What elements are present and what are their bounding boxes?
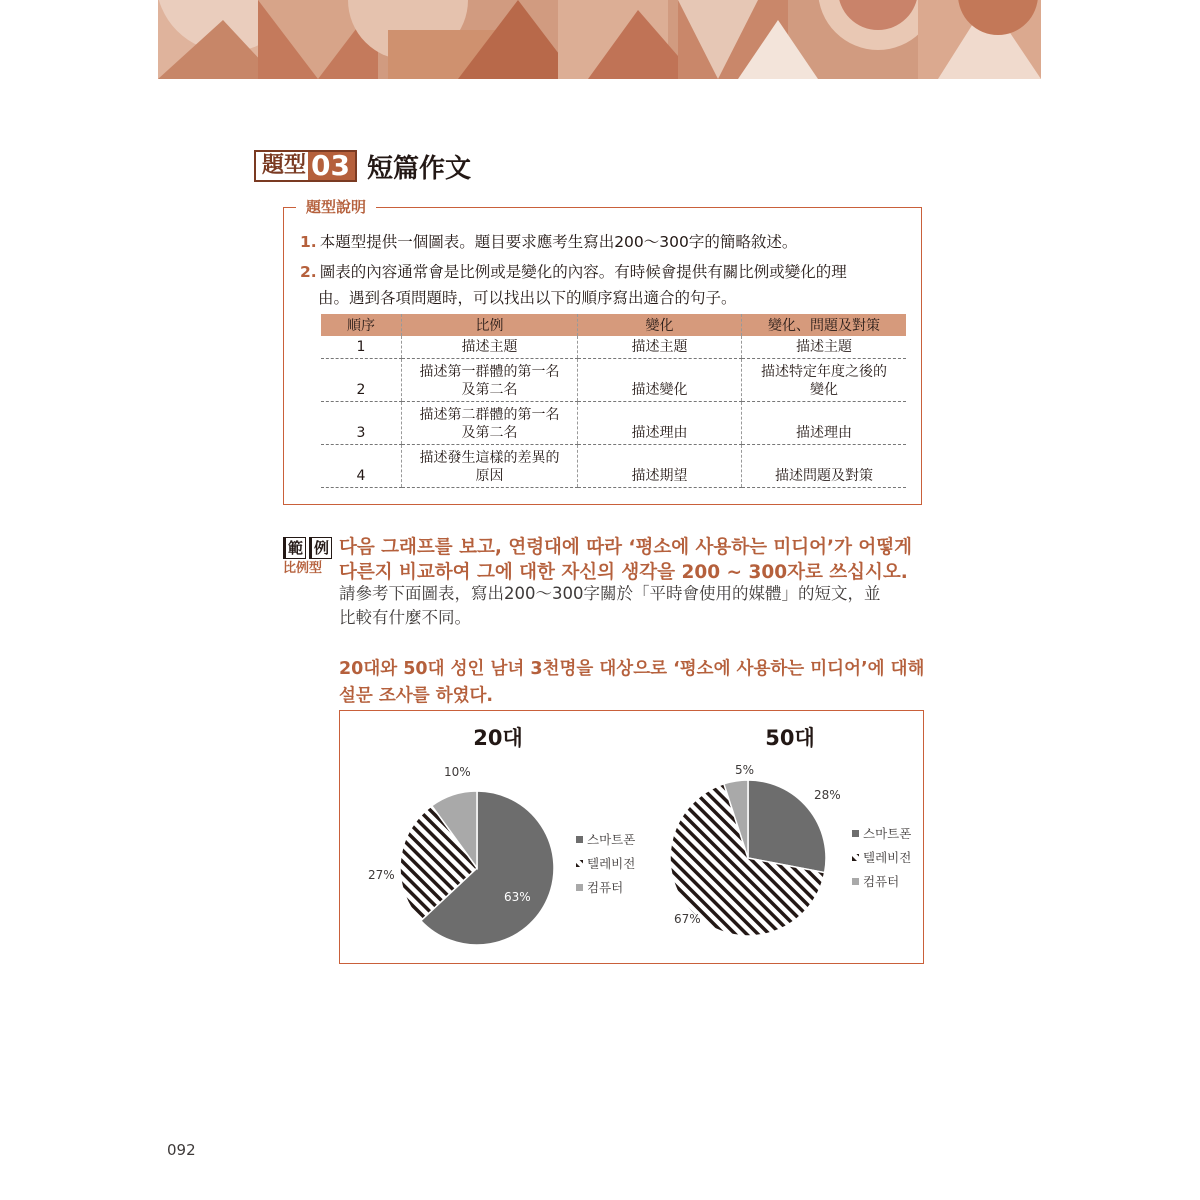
example-subtag: 比例型 — [283, 561, 329, 577]
example-tag — [283, 537, 329, 577]
example-tag-char-1: 範 — [283, 537, 306, 559]
data-label: 10% — [444, 765, 471, 779]
cell-ratio: 描述主題 — [402, 336, 578, 359]
cell-change: 描述理由 — [578, 402, 742, 445]
legend-label: 스마트폰 — [587, 832, 636, 847]
type-number: 03 — [308, 152, 355, 180]
header-problem: 變化、問題及對策 — [742, 314, 907, 336]
table-row — [321, 445, 906, 488]
translation-line-2: 比較有什麼不同。 — [339, 608, 471, 627]
cell-change: 描述主題 — [578, 336, 742, 359]
cell-problem: 描述理由 — [742, 402, 907, 445]
survey-line-2: 설문 조사를 하였다. — [339, 686, 494, 706]
table-row — [321, 359, 906, 402]
section-heading — [254, 148, 471, 184]
sequence-table — [321, 314, 906, 488]
question-text — [339, 535, 939, 585]
question-translation — [339, 582, 939, 630]
cell-seq: 2 — [321, 359, 402, 402]
cell-seq: 1 — [321, 336, 402, 359]
header-ratio: 比例 — [402, 314, 578, 336]
table-header-row — [321, 314, 906, 336]
data-label: 27% — [368, 868, 395, 882]
item-text-line2: 由。遇到各項問題時，可以找出以下的順序寫出適合的句子。 — [318, 289, 737, 307]
example-tag-char-2: 例 — [309, 537, 332, 559]
cell-problem: 描述問題及對策 — [742, 445, 907, 488]
legend-swatch — [852, 854, 859, 861]
legend-label: 텔레비전 — [863, 850, 912, 865]
decorative-banner — [158, 0, 1041, 79]
survey-line-1: 20대와 50대 성인 남녀 3천명을 대상으로 ‘평소에 사용하는 미디어’에 대해 — [339, 659, 925, 679]
item-text-line1: 圖表的內容通常會是比例或是變化的內容。有時候會提供有關比例或變化的理 — [319, 263, 847, 281]
cell-problem: 描述主題 — [742, 336, 907, 359]
data-label: 67% — [674, 912, 701, 926]
legend-label: 컴퓨터 — [587, 880, 624, 895]
question-line-1: 다음 그래프를 보고, 연령대에 따라 ‘평소에 사용하는 미디어’가 어떻게 — [339, 537, 912, 558]
question-line-2: 다른지 비교하여 그에 대한 자신의 생각을 200 ~ 300자로 쓰십시오. — [339, 562, 908, 583]
chart-title: 50대 — [765, 726, 815, 750]
legend-swatch — [852, 830, 859, 837]
section-title: 短篇作文 — [366, 153, 471, 184]
type-label: 題型 — [256, 152, 308, 180]
question-type-badge — [254, 150, 357, 182]
cell-seq: 4 — [321, 445, 402, 488]
pie-charts-box — [339, 710, 924, 964]
cell-ratio: 描述發生這樣的差異的 原因 — [402, 445, 578, 488]
cell-seq: 3 — [321, 402, 402, 445]
data-label: 28% — [814, 788, 841, 802]
header-change: 變化 — [578, 314, 742, 336]
item-number: 1. — [300, 233, 317, 251]
legend-swatch — [576, 860, 583, 867]
item-text: 本題型提供一個圖表。題目要求應考生寫出200～300字的簡略敘述。 — [319, 233, 798, 251]
legend-swatch — [852, 878, 859, 885]
pie-charts — [340, 711, 925, 965]
chart-title: 20대 — [473, 726, 523, 750]
translation-line-1: 請參考下面圖表，寫出200～300字關於「平時會使用的媒體」的短文，並 — [339, 584, 881, 603]
legend-swatch — [576, 836, 583, 843]
data-label: 5% — [735, 763, 755, 777]
survey-description — [339, 656, 939, 710]
cell-problem: 描述特定年度之後的 變化 — [742, 359, 907, 402]
cell-ratio: 描述第一群體的第一名 及第二名 — [402, 359, 578, 402]
table-row — [321, 402, 906, 445]
description-item-2 — [300, 259, 847, 311]
legend-label: 컴퓨터 — [863, 874, 900, 889]
page-number: 092 — [167, 1141, 196, 1159]
cell-ratio: 描述第二群體的第一名 及第二名 — [402, 402, 578, 445]
description-item-1 — [300, 229, 797, 255]
table-row — [321, 336, 906, 359]
legend-label: 텔레비전 — [587, 856, 636, 871]
description-label: 題型說明 — [296, 197, 376, 217]
cell-change: 描述期望 — [578, 445, 742, 488]
data-label: 63% — [504, 890, 531, 904]
header-seq: 順序 — [321, 314, 402, 336]
legend-label: 스마트폰 — [863, 826, 912, 841]
item-number: 2. — [300, 263, 317, 281]
cell-change: 描述變化 — [578, 359, 742, 402]
legend-swatch — [576, 884, 583, 891]
